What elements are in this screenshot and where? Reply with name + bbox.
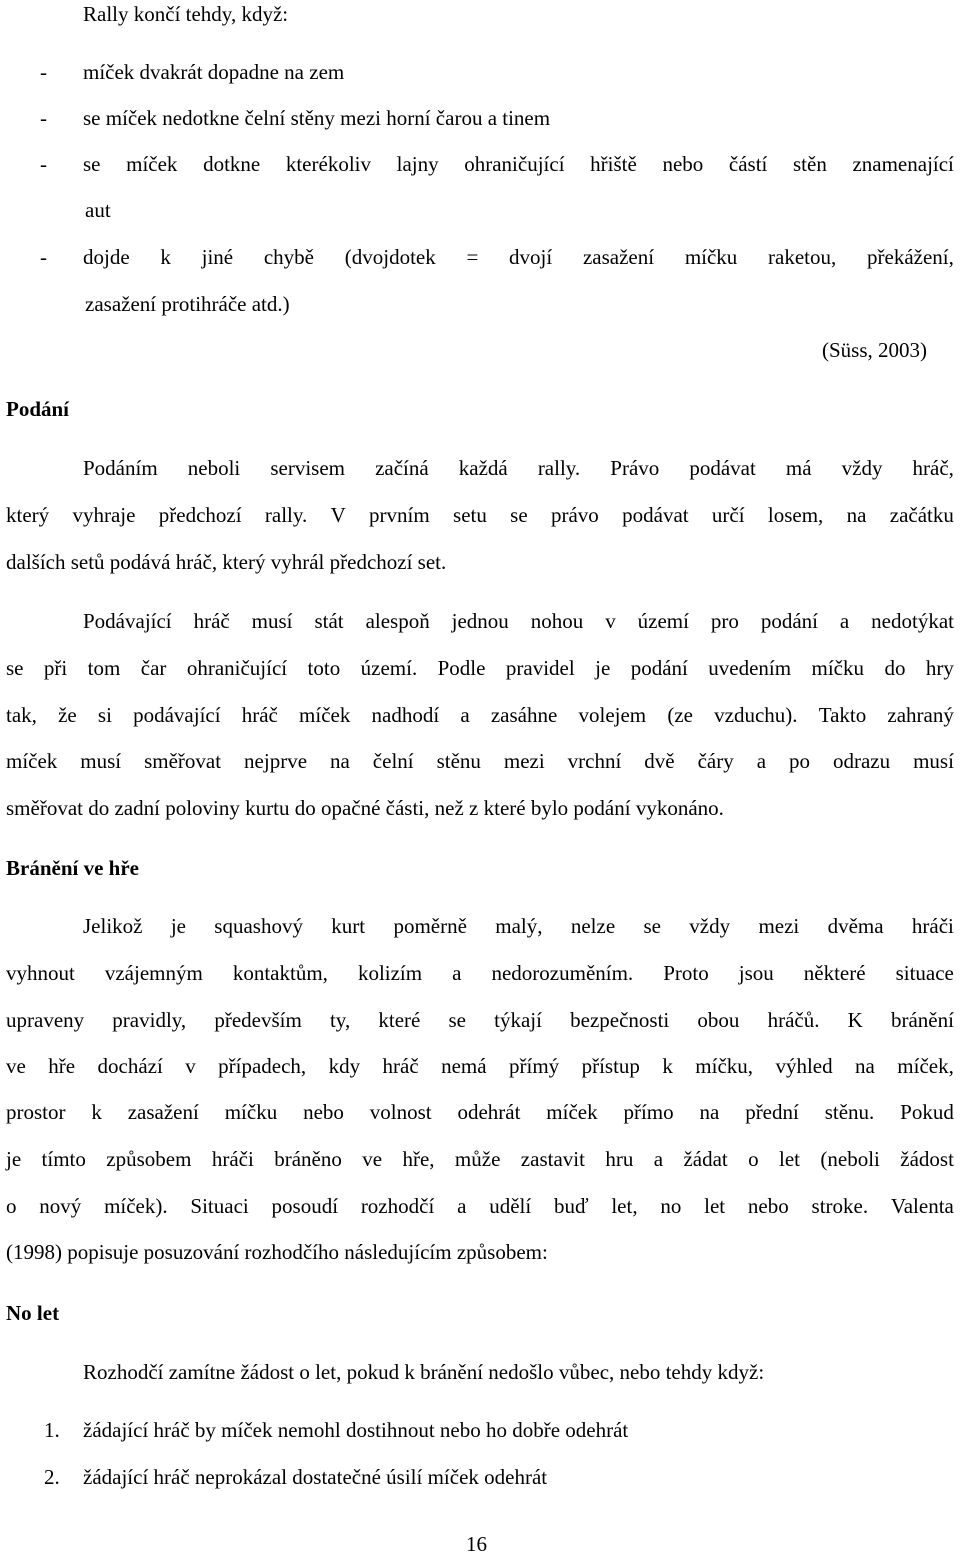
paragraph-line: (1998) popisuje posuzování rozhodčího následujícím způsobem:	[6, 1240, 548, 1264]
list-item: žádající hráč neprokázal dostatečné úsilí míček odehrát	[83, 1465, 548, 1489]
list-item-continuation: zasažení protihráče atd.)	[85, 292, 290, 316]
list-item: míček dvakrát dopadne na zem	[83, 60, 345, 84]
paragraph-line: Podáním neboli servisem začíná každá rally. Právo podávat má vždy hráč,	[83, 456, 954, 480]
list-marker: -	[40, 152, 47, 176]
page-number: 16	[466, 1532, 487, 1556]
paragraph-line: dalších setů podává hráč, který vyhrál předchozí set.	[6, 550, 447, 574]
paragraph-line: upraveny pravidly, především ty, které se týkají bezpečnosti obou hráčů. K bránění	[6, 1008, 954, 1032]
paragraph-line: se při tom čar ohraničující toto území. Podle pravidel je podání uvedením míčku do hry	[6, 656, 954, 680]
list-item: žádající hráč by míček nemohl dostihnout nebo ho dobře odehrát	[83, 1418, 629, 1442]
section-heading-no-let: No let	[6, 1301, 60, 1325]
paragraph-line: o nový míček). Situaci posoudí rozhodčí a udělí buď let, no let nebo stroke. Valenta	[6, 1194, 954, 1218]
paragraph-line: Podávající hráč musí stát alespoň jednou nohou v území pro podání a nedotýkat	[83, 609, 954, 633]
paragraph-line: je tímto způsobem hráči bráněno ve hře, může zastavit hru a žádat o let (neboli žádost	[6, 1147, 954, 1171]
list-item: se míček dotkne kterékoliv lajny ohraničující hřiště nebo částí stěn znamenající	[83, 152, 954, 176]
paragraph-line: tak, že si podávající hráč míček nadhodí a zasáhne volejem (ze vzduchu). Takto zahraný	[6, 703, 954, 727]
list-number: 1.	[44, 1418, 60, 1442]
paragraph-line: který vyhraje předchozí rally. V prvním setu se právo podávat určí losem, na začátku	[6, 503, 954, 527]
section-heading-podani: Podání	[6, 397, 70, 421]
section-heading-braneni: Bránění ve hře	[6, 856, 139, 880]
list-item-continuation: aut	[85, 198, 111, 222]
paragraph-line: ve hře dochází v případech, kdy hráč nemá přímý přístup k míčku, výhled na míček,	[6, 1054, 954, 1078]
paragraph-line: Jelikož je squashový kurt poměrně malý, nelze se vždy mezi dvěma hráči	[83, 914, 954, 938]
citation: (Süss, 2003)	[822, 338, 928, 362]
paragraph-line: Rozhodčí zamítne žádost o let, pokud k bránění nedošlo vůbec, nebo tehdy když:	[83, 1360, 765, 1384]
paragraph-line: směřovat do zadní poloviny kurtu do opačné části, než z které bylo podání vykonáno.	[6, 796, 724, 820]
list-marker: -	[40, 245, 47, 269]
list-item: dojde k jiné chybě (dvojdotek = dvojí zasažení míčku raketou, překážení,	[83, 245, 954, 269]
list-number: 2.	[44, 1465, 60, 1489]
intro-text: Rally končí tehdy, když:	[83, 2, 289, 26]
list-marker: -	[40, 106, 47, 130]
paragraph-line: míček musí směřovat nejprve na čelní stěnu mezi vrchní dvě čáry a po odrazu musí	[6, 749, 954, 773]
list-marker: -	[40, 60, 47, 84]
paragraph-line: vyhnout vzájemným kontaktům, kolizím a nedorozuměním. Proto jsou některé situace	[6, 961, 954, 985]
list-item: se míček nedotkne čelní stěny mezi horní čarou a tinem	[83, 106, 551, 130]
paragraph-line: prostor k zasažení míčku nebo volnost odehrát míček přímo na přední stěnu. Pokud	[6, 1100, 954, 1124]
